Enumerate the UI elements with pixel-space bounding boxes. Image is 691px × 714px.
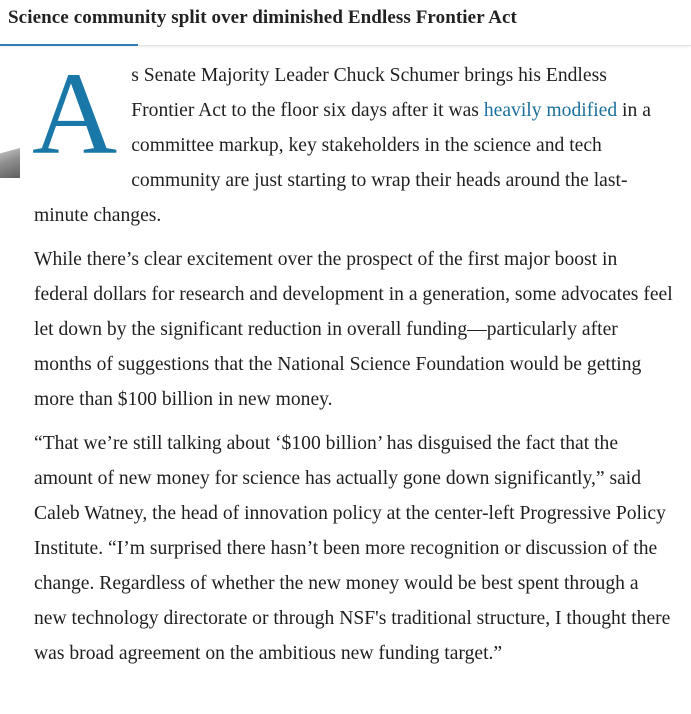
paragraph-1-text-start: s Senate Majority Leader Chuck Schumer brings his Endless Frontier Act to the floor six days after it was [131, 65, 607, 121]
reading-progress-bar [0, 44, 691, 46]
partial-image-thumbnail [0, 148, 20, 178]
drop-cap: A [32, 48, 118, 179]
page-title: Science community split over diminished Endless Frontier Act [8, 7, 517, 28]
paragraph-1 [32, 48, 674, 233]
article-header-bar [0, 0, 691, 46]
article-body [32, 48, 674, 680]
reading-progress-fill [0, 44, 138, 46]
heavily-modified-link[interactable]: heavily modified [483, 100, 618, 121]
paragraph-1-text-end: in a committee markup, key stakeholders in the science and tech community are just starting to wrap their heads around the last-minute changes. [34, 100, 651, 226]
paragraph-2: While there’s clear excitement over the prospect of the first major boost in federal dollars for research and development in a generation, some advocates feel let down by the significant reduction in overall funding—particularly after months of suggestions that the National Science Foundation would be getting more than $100 billion in new money. [34, 249, 673, 410]
paragraph-3: “That we’re still talking about ‘$100 billion’ has disguised the fact that the amount of new money for science has actually gone down significantly,” said Caleb Watney, the head of innovation policy at the center-left Progressive Policy Institute. “I’m surprised there hasn’t been more recognition or discussion of the change. Regardless of whether the new money would be best spent through a new technology directorate or through NSF's traditional structure, I thought there was broad agreement on the ambitious new funding target.” [34, 433, 671, 664]
